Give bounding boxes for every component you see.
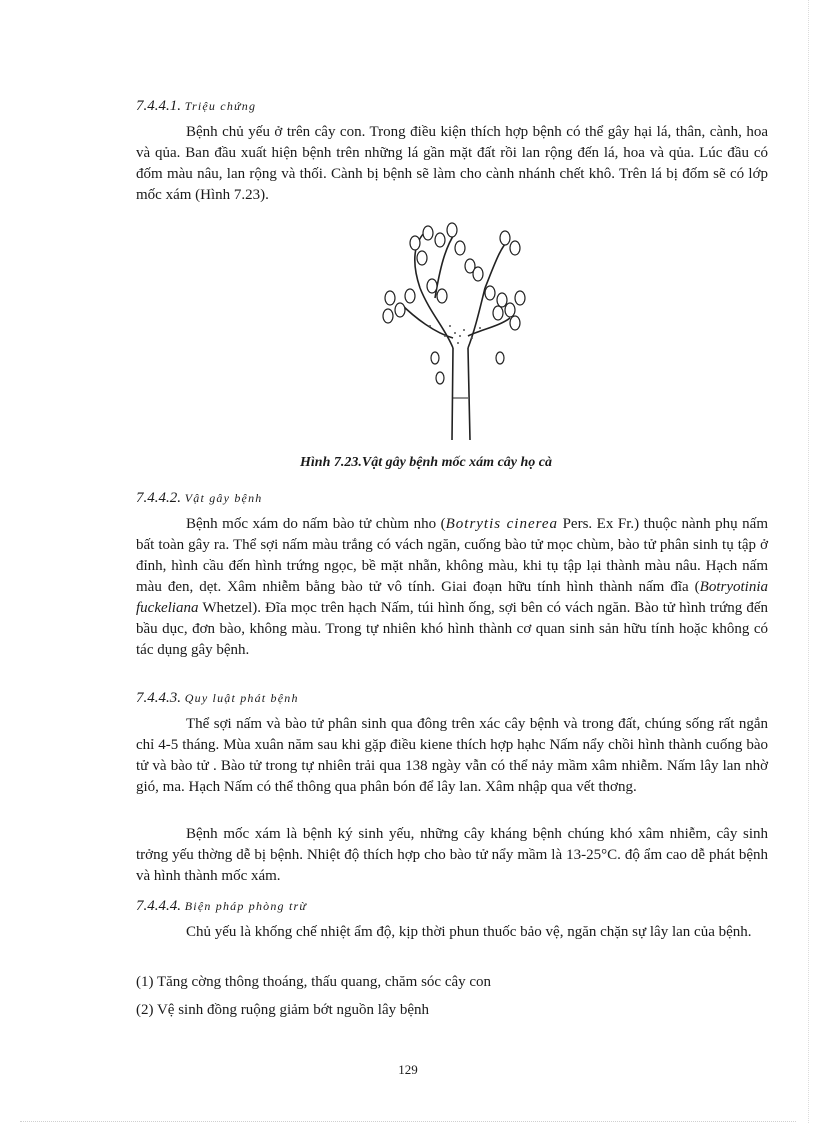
fungus-illustration <box>360 218 550 440</box>
section-number: 7.4.4.4. <box>136 898 181 914</box>
species-name: Botrytis cinerea <box>445 516 559 532</box>
section-heading-disease-pattern <box>136 690 299 707</box>
paragraph-control: Chủ yếu là khống chế nhiệt ẩm độ, kịp thời phun thuốc bảo vệ, ngăn chặn sự lây lan của bệnh. <box>186 924 752 940</box>
page-number: 129 <box>398 1062 418 1077</box>
section-number: 7.4.4.3. <box>136 690 181 706</box>
section-number: 7.4.4.1. <box>136 98 181 114</box>
section-number: 7.4.4.2. <box>136 490 181 506</box>
text-run: Whetzel). Đĩa mọc trên hạch Nấm, túi hình ống, sợi bên có vách ngăn. Bào tử hình trứng đến bầu dục, đơn bào, không màu. Trong tự nhiên khó hình thành cơ quan sinh sản hữu tính hoặc không có tác dụng gây bệnh. <box>136 600 768 658</box>
section-title: Quy luật phát bệnh <box>184 691 299 705</box>
control-measure-1: (1) Tăng cờng thông thoáng, thấu quang, chăm sóc cây con <box>136 974 492 990</box>
section-heading-control <box>136 898 307 915</box>
footer-divider <box>20 1121 796 1122</box>
species-name: Botryotinia fuckeliana <box>136 579 768 616</box>
control-measure-2: (2) Vệ sinh đồng ruộng giảm bớt nguồn lây bệnh <box>136 1002 430 1018</box>
text-run: Pers. Ex Fr.) thuộc nành phụ nấm bất toàn gây ra. Thể sợi nấm màu trắng có vách ngăn, cuống bào tử mọc chùm, bào tử phân sinh tụ tập ở đỉnh, hình cầu đến hình trứng ngọc, bề mặt nhẵn, không màu, khi tụ tập lại thành màu nâu. Hạch nấm màu đen, dẹt. Xâm nhiễm bằng bào tử vô tính. Giai đoạn hữu tính hình thành nấm đĩa ( <box>136 516 769 595</box>
paragraph-disease-pattern: Thể sợi nấm và bào tử phân sinh qua đông trên xác cây bệnh và trong đất, chúng sống rất ngắn chỉ 4-5 tháng. Mùa xuân năm sau khi gặp điều kiene thích hợp hạhc Nấm nẩy chồi hình thành cuống bào tử và bào tử . Bào tử trong tự nhiên trải qua 138 ngày vẫn có thể nảy mầm xâm nhiễm. Nấm lây lan nhờ gió, ma. Hạch Nấm có thể thông qua phân bón để lây lan. Xâm nhập qua vết thơng. <box>136 716 768 795</box>
section-title: Vật gây bệnh <box>184 491 263 505</box>
paragraph-symptoms: Bệnh chủ yếu ở trên cây con. Trong điều kiện thích hợp bệnh có thể gây hại lá, thân, cành, hoa và qủa. Ban đầu xuất hiện bệnh trên những lá gần mặt đất rồi lan rộng đến lá, hoa và qủa. Lúc đầu có đốm màu nâu, lan rộng và thối. Cành bị bệnh sẽ làm cho cành nhánh chết khô. Trên lá bị đốm sẽ có lớp mốc xám (Hình 7.23). <box>136 124 768 203</box>
page-edge-divider <box>808 0 809 1123</box>
section-title: Biện pháp phòng trừ <box>184 899 308 913</box>
section-title: Triệu chứng <box>184 99 257 113</box>
section-heading-pathogen <box>136 490 262 507</box>
figure-caption: Hình 7.23.Vật gây bệnh mốc xám cây họ cà <box>300 455 552 470</box>
paragraph-pathogen <box>136 514 768 661</box>
section-heading-symptoms <box>136 98 256 115</box>
text-run: Bệnh mốc xám do nấm bào tử chùm nho ( <box>186 516 446 532</box>
paragraph-weak-parasite: Bệnh mốc xám là bệnh ký sinh yếu, những cây kháng bệnh chúng khó xâm nhiễm, cây sinh trởng yếu thờng dễ bị bệnh. Nhiệt độ thích hợp cho bào tử nẩy mầm là 13-25°C. độ ẩm cao dễ phát bệnh và hình thành mốc xám. <box>136 826 768 884</box>
